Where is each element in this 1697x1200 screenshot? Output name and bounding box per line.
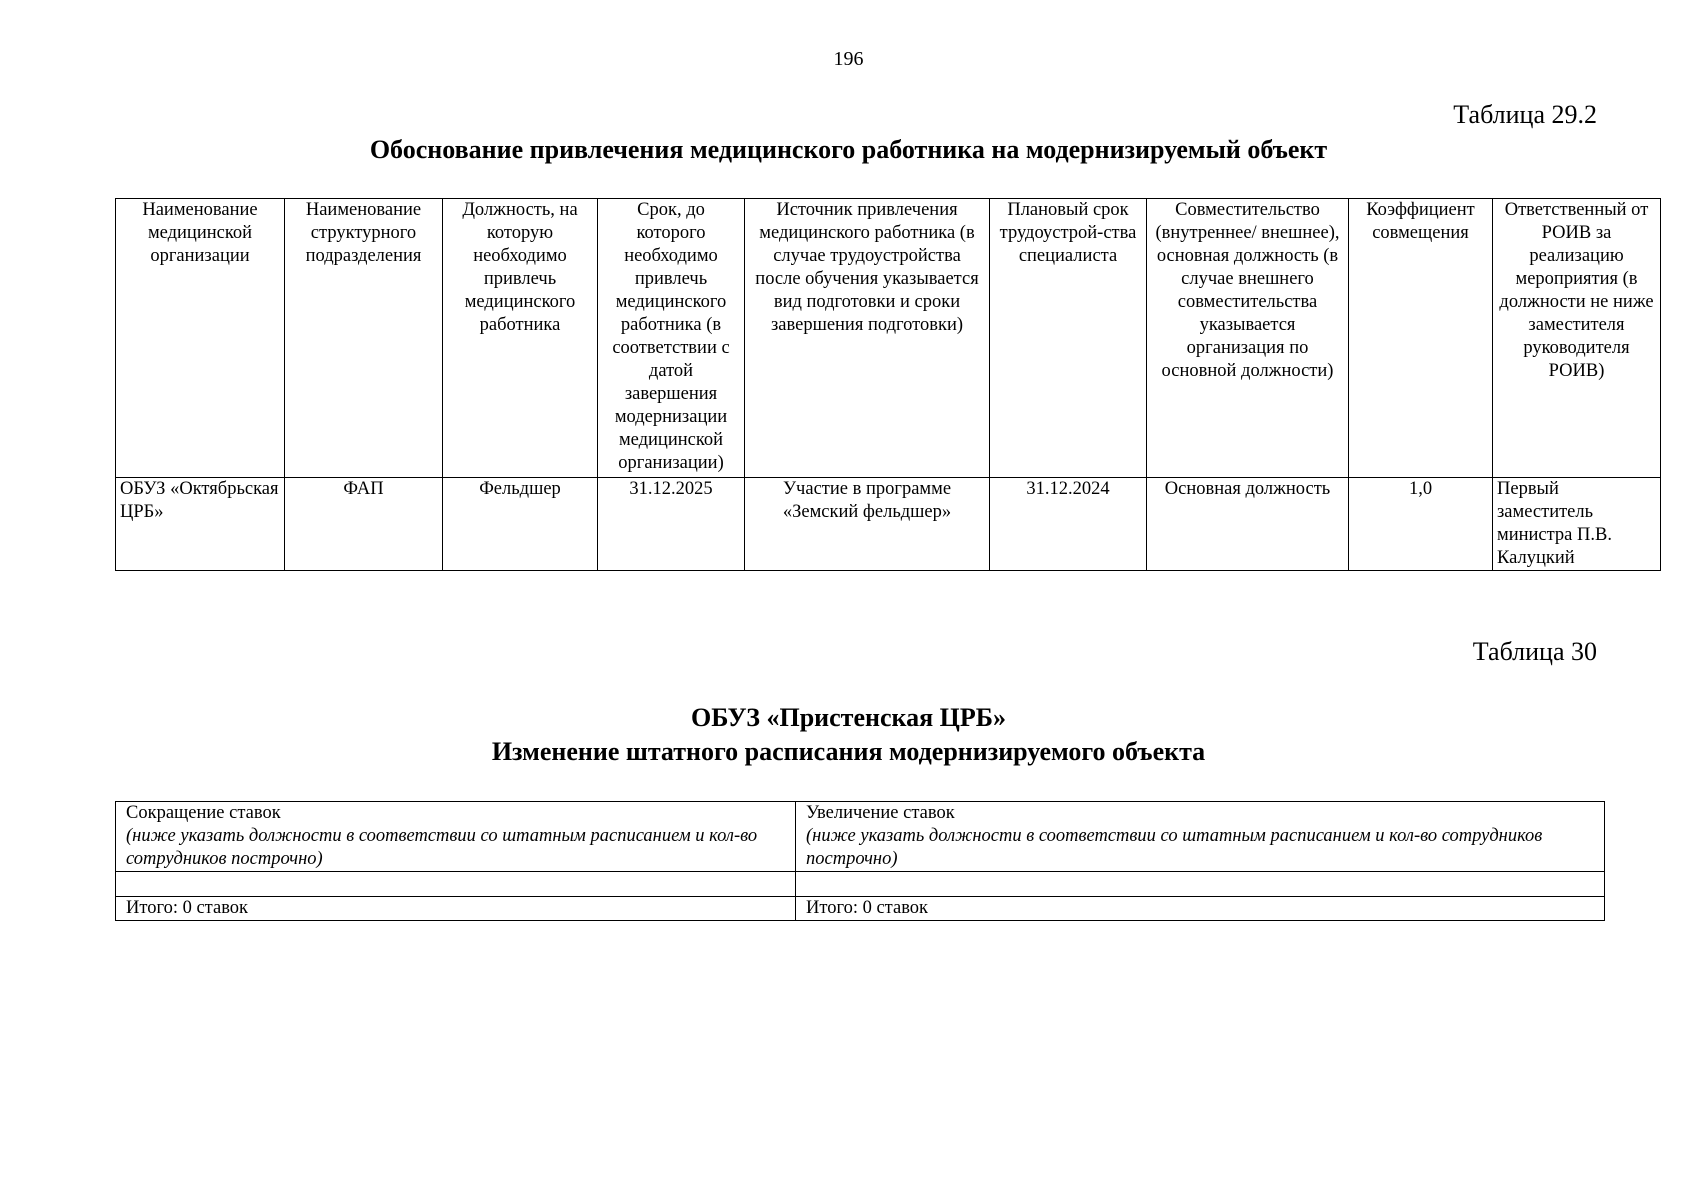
reduction-empty-cell bbox=[116, 872, 796, 897]
increase-header: Увеличение ставок bbox=[806, 803, 955, 823]
reduction-note: (ниже указать должности в соответствии со штатным расписанием и кол-во сотрудников построчно) bbox=[126, 826, 758, 869]
reduction-total: Итого: 0 ставок bbox=[116, 897, 796, 921]
reduction-header: Сокращение ставок bbox=[126, 803, 281, 823]
header-coefficient: Коэффициент совмещения bbox=[1349, 199, 1493, 478]
header-position: Должность, на которую необходимо привлечь медицинского работника bbox=[443, 199, 598, 478]
table-header-row bbox=[116, 802, 1605, 872]
increase-header-cell bbox=[796, 802, 1605, 872]
table-30-title: Изменение штатного расписания модернизируемого объекта bbox=[491, 737, 1206, 766]
table-header-row bbox=[116, 199, 1661, 478]
cell-source: Участие в программе «Земский фельдшер» bbox=[745, 478, 990, 571]
cell-deadline: 31.12.2025 bbox=[598, 478, 745, 571]
table-total-row bbox=[116, 897, 1605, 921]
page-number: 196 bbox=[833, 48, 864, 70]
header-combination: Совместительство (внутреннее/ внешнее), основная должность (в случае внешнего совместительства указывается организация по основной должности) bbox=[1147, 199, 1349, 478]
table-29-2-label: Таблица 29.2 bbox=[1453, 100, 1597, 129]
staff-attraction-table bbox=[115, 198, 1661, 571]
table-30-org-title: ОБУЗ «Пристенская ЦРБ» bbox=[691, 703, 1006, 732]
cell-planned-hire-date: 31.12.2024 bbox=[990, 478, 1147, 571]
table-30-label: Таблица 30 bbox=[1472, 637, 1597, 666]
increase-empty-cell bbox=[796, 872, 1605, 897]
header-planned-hire-date: Плановый срок трудоустрой-ства специалиста bbox=[990, 199, 1147, 478]
header-organization: Наименование медицинской организации bbox=[116, 199, 285, 478]
table-row bbox=[116, 872, 1605, 897]
cell-combination: Основная должность bbox=[1147, 478, 1349, 571]
increase-note: (ниже указать должности в соответствии со штатным расписанием и кол-во сотрудников построчно) bbox=[806, 826, 1543, 869]
header-deadline: Срок, до которого необходимо привлечь медицинского работника (в соответствии с датой завершения модернизации медицинской организации) bbox=[598, 199, 745, 478]
cell-coefficient: 1,0 bbox=[1349, 478, 1493, 571]
header-source: Источник привлечения медицинского работника (в случае трудоустройства после обучения указывается вид подготовки и сроки завершения подготовки) bbox=[745, 199, 990, 478]
header-responsible: Ответственный от РОИВ за реализацию мероприятия (в должности не ниже заместителя руководителя РОИВ) bbox=[1493, 199, 1661, 478]
cell-responsible: Первый заместитель министра П.В. Калуцкий bbox=[1493, 478, 1661, 571]
table-29-2-title: Обоснование привлечения медицинского работника на модернизируемый объект bbox=[369, 135, 1328, 164]
table-row bbox=[116, 478, 1661, 571]
reduction-header-cell bbox=[116, 802, 796, 872]
increase-total: Итого: 0 ставок bbox=[796, 897, 1605, 921]
cell-position: Фельдшер bbox=[443, 478, 598, 571]
header-structural-unit: Наименование структурного подразделения bbox=[285, 199, 443, 478]
cell-structural-unit: ФАП bbox=[285, 478, 443, 571]
staffing-change-table bbox=[115, 801, 1605, 921]
cell-organization: ОБУЗ «Октябрьская ЦРБ» bbox=[116, 478, 285, 571]
